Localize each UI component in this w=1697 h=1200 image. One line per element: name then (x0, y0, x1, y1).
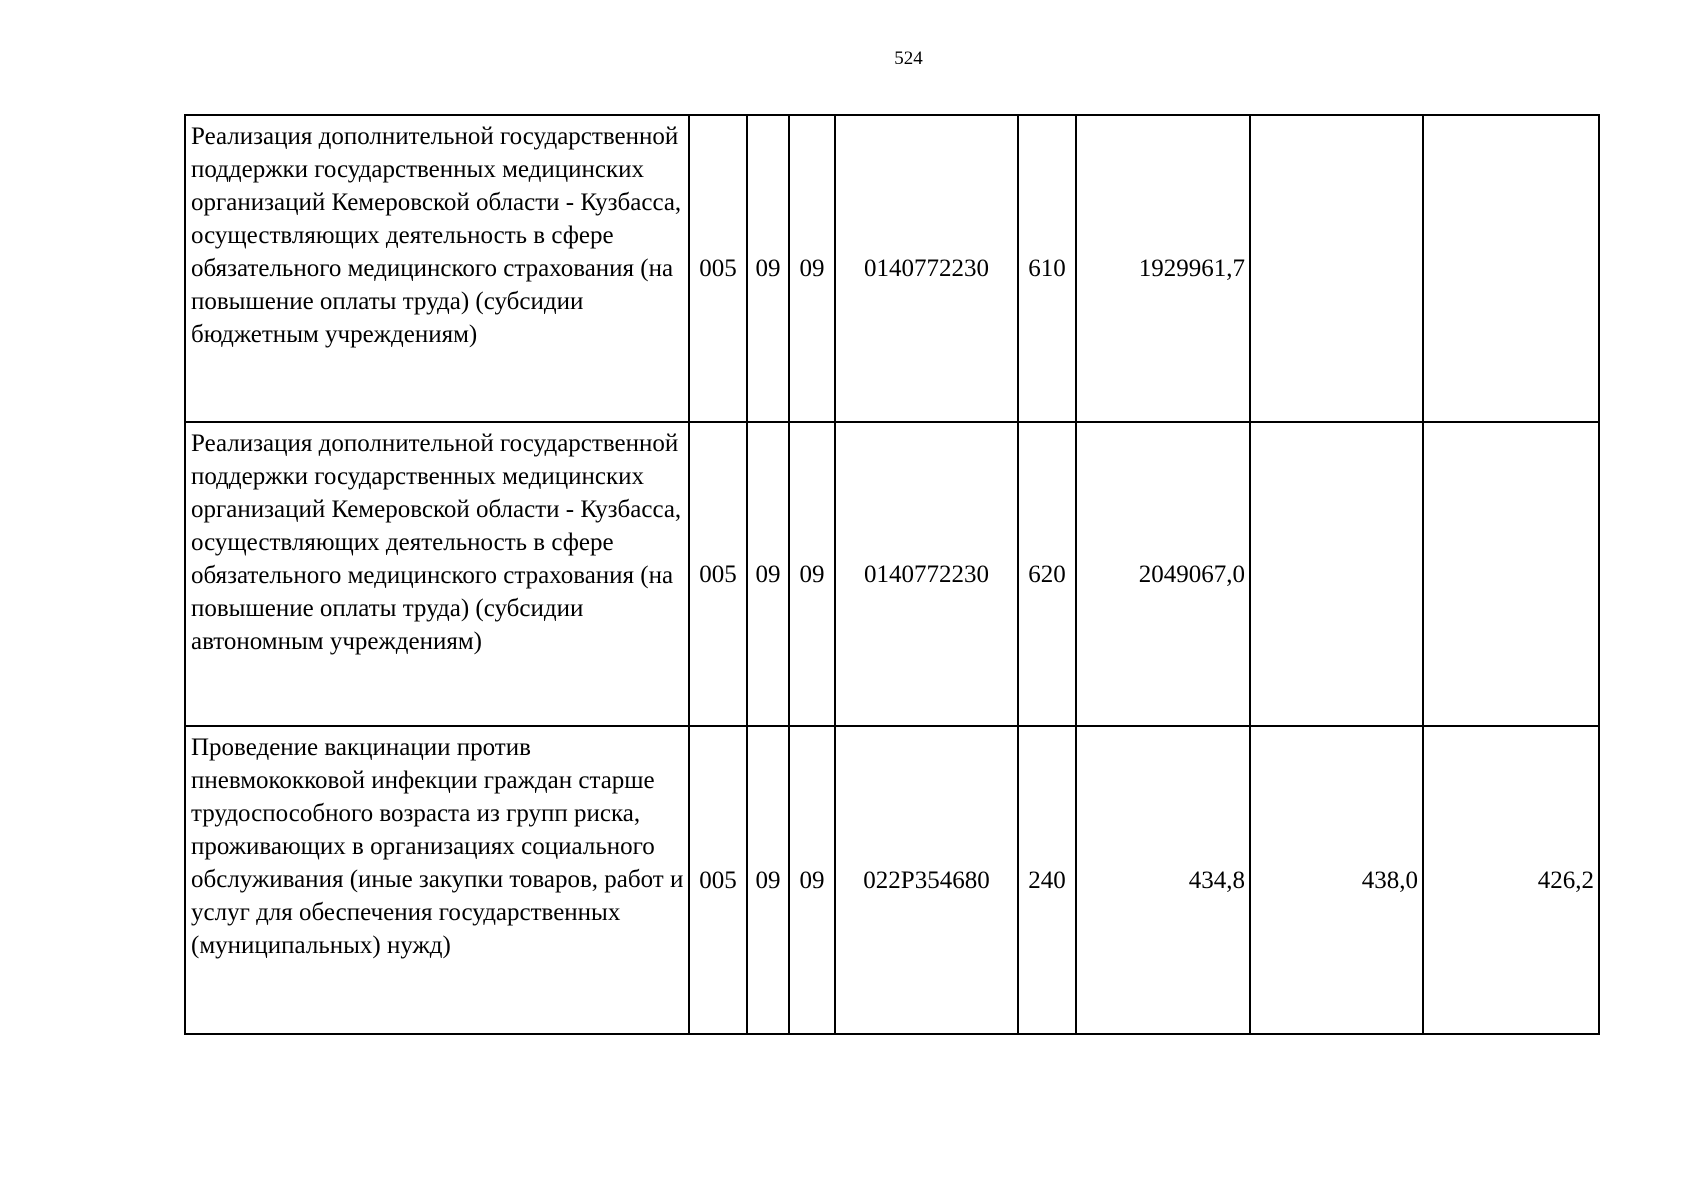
ministry-code: 005 (689, 726, 747, 1034)
page-number: 524 (894, 48, 923, 69)
budget-table (184, 114, 1600, 1035)
target-article-code: 0140772230 (835, 422, 1018, 726)
amount-year-3: 426,2 (1423, 726, 1599, 1034)
amount-year-3 (1423, 115, 1599, 422)
target-article-code: 0140772230 (835, 115, 1018, 422)
amount-year-1: 1929961,7 (1076, 115, 1250, 422)
subsection-code: 09 (789, 115, 835, 422)
amount-year-2 (1250, 115, 1423, 422)
amount-year-2: 438,0 (1250, 726, 1423, 1034)
section-code: 09 (747, 726, 789, 1034)
row-description: Реализация дополнительной государственной поддержки государственных медицинских организаций Кемеровской области - Кузбасса, осуществляющих деятельность в сфере обязательного медицинского страхования (на повышение оплаты труда) (субсидии бюджетным учреждениям) (185, 115, 689, 422)
subsection-code: 09 (789, 726, 835, 1034)
ministry-code: 005 (689, 115, 747, 422)
ministry-code: 005 (689, 422, 747, 726)
table-row (185, 422, 1599, 726)
amount-year-3 (1423, 422, 1599, 726)
amount-year-2 (1250, 422, 1423, 726)
table-row (185, 726, 1599, 1034)
section-code: 09 (747, 115, 789, 422)
expense-type-code: 240 (1018, 726, 1076, 1034)
expense-type-code: 620 (1018, 422, 1076, 726)
row-description: Реализация дополнительной государственной поддержки государственных медицинских организаций Кемеровской области - Кузбасса, осуществляющих деятельность в сфере обязательного медицинского страхования (на повышение оплаты труда) (субсидии автономным учреждениям) (185, 422, 689, 726)
subsection-code: 09 (789, 422, 835, 726)
table-row (185, 115, 1599, 422)
row-description: Проведение вакцинации против пневмококковой инфекции граждан старше трудоспособного возраста из групп риска, проживающих в организациях социального обслуживания (иные закупки товаров, работ и услуг для обеспечения государственных (муниципальных) нужд) (185, 726, 689, 1034)
section-code: 09 (747, 422, 789, 726)
amount-year-1: 434,8 (1076, 726, 1250, 1034)
amount-year-1: 2049067,0 (1076, 422, 1250, 726)
target-article-code: 022P354680 (835, 726, 1018, 1034)
expense-type-code: 610 (1018, 115, 1076, 422)
